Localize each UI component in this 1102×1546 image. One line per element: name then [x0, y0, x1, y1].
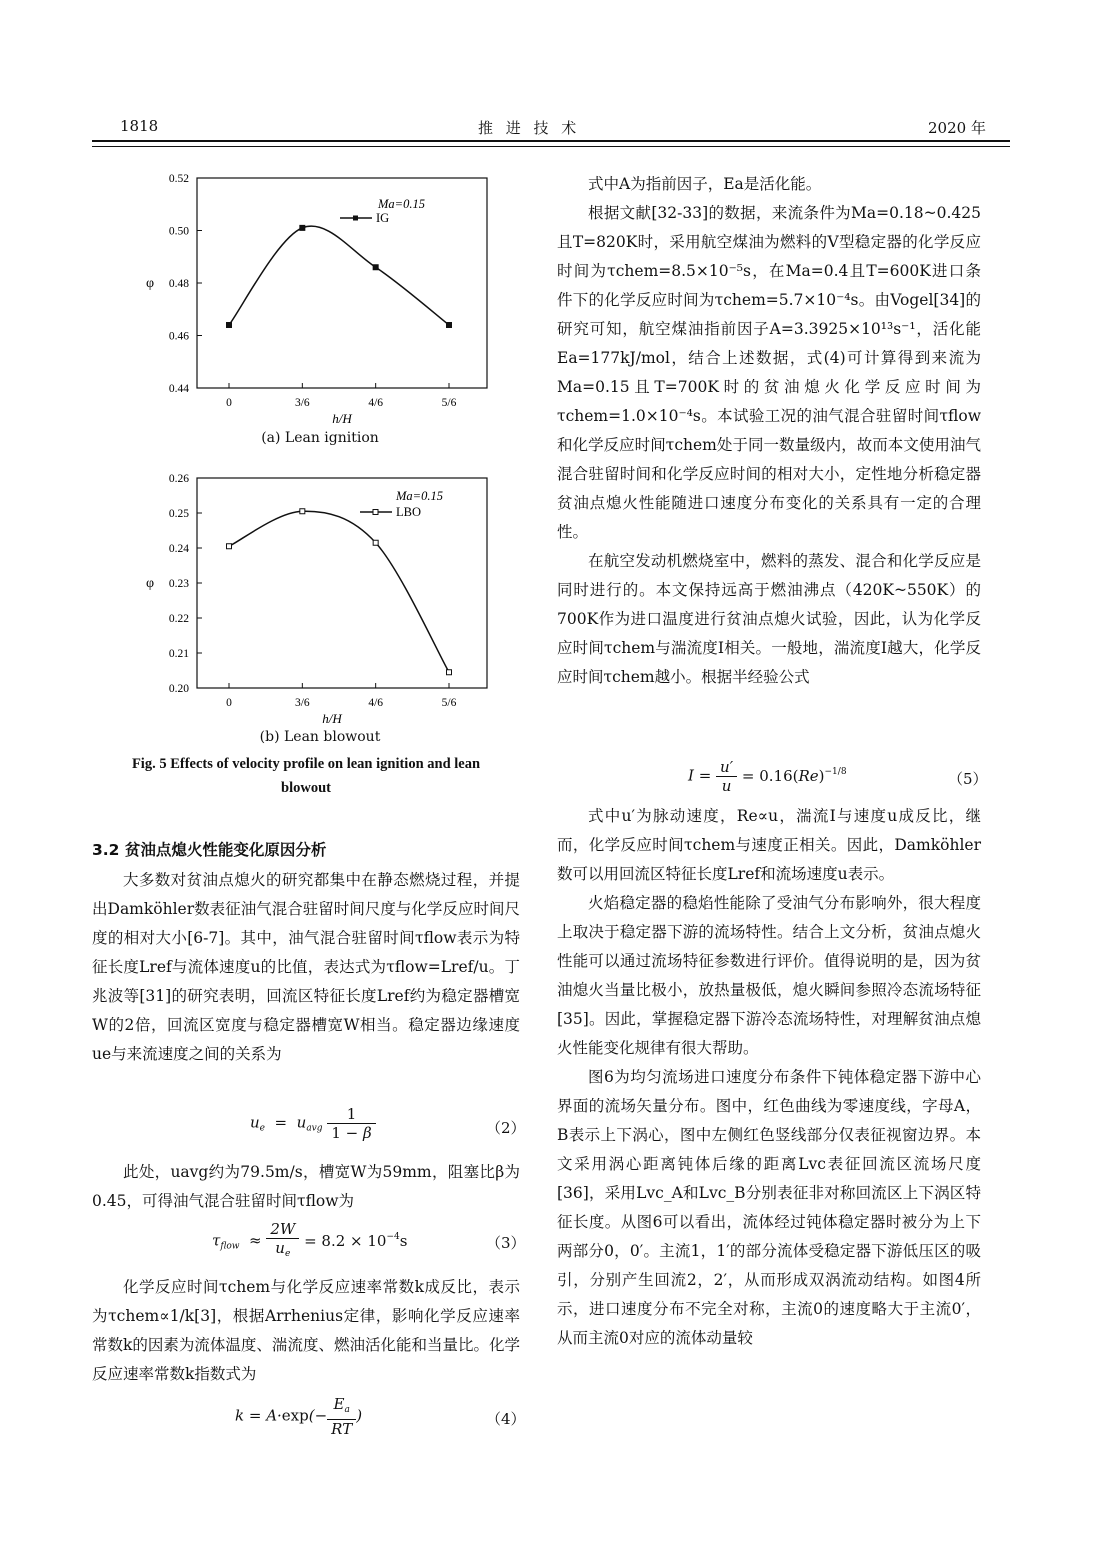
x-tick-label: 3/6: [294, 397, 310, 409]
figure-caption-line1: Fig. 5 Effects of velocity profile on lean ignition and lean: [131, 756, 481, 772]
year: 2020 年: [928, 119, 986, 137]
chart-b-points: [227, 509, 452, 675]
figure-caption: [92, 752, 520, 800]
x-tick-label: 0: [226, 697, 232, 709]
right-para-4: 式中u′为脉动速度，Re∝u，湍流I与速度u成反比，继而，化学反应时间τchem与速度正相关。因此，Damköhler数可以用回流区特征长度Lref和流场速度u表示。: [557, 807, 981, 883]
x-tick-label: 5/6: [441, 697, 457, 709]
data-point: [300, 509, 305, 514]
chart-a-xlabel: h/H: [332, 411, 352, 426]
equation-5-number: （5）: [948, 770, 988, 788]
chart-b-frame: [197, 478, 487, 688]
chart-b-legend-title: Ma=0.15: [396, 489, 443, 503]
chart-a-caption: (a) Lean ignition: [261, 430, 379, 446]
chart-a-legend-label: IG: [376, 211, 390, 225]
right-para-3: 在航空发动机燃烧室中，燃料的蒸发、混合和化学反应是同时进行的。本文保持远高于燃油沸点（420K~550K）的700K作为进口温度进行贫油点熄火试验，因此，认为化学反应时间τchem与湍流度I相关。一般地，湍流度I越大，化学反应时间τchem越小。根据半经验公式: [557, 552, 981, 686]
data-point: [227, 544, 232, 549]
chart-b-ylabel: φ: [145, 576, 155, 591]
page-number: 1818: [120, 117, 159, 135]
y-tick-label: 0.22: [168, 613, 189, 625]
data-point: [227, 323, 232, 328]
right-para-6: 图6为均匀流场进口速度分布条件下钝体稳定器下游中心界面的流场矢量分布。图中，红色曲线为零速度线，字母A，B表示上下涡心，图中左侧红色竖线部分仅表征视窗边界。本文采用涡心距离钝体后缘的距离Lvc表征回流区流场尺度[36]，采用Lvc_A和Lvc_B分别表征非对称回流区上下涡区特征长度。从图6可以看出，流体经过钝体稳定器时被分为上下两部分0，0′。主流1，1′的部分流体受稳定器下游低压区的吸引，分别产生回流2，2′，从而形成双涡流动结构。如图4所示，进口速度分布不完全对称，主流0的速度略大于主流0′，从而主流0对应的流体动量较: [557, 1068, 981, 1347]
right-para-1: 式中A为指前因子，Ea是活化能。: [588, 175, 822, 193]
y-tick-label: 0.20: [168, 683, 189, 695]
y-tick-label: 0.26: [168, 473, 189, 485]
y-tick-label: 0.44: [168, 383, 189, 395]
left-para-2-text: 此处，uavg约为79.5m/s，槽宽W为59mm，阻塞比β为0.45，可得油气混合驻留时间τflow为: [92, 1163, 520, 1210]
equation-3-number: （3）: [486, 1234, 526, 1252]
y-tick-label: 0.25: [168, 508, 189, 520]
y-tick-label: 0.21: [168, 648, 189, 660]
equation-2-number: （2）: [486, 1119, 526, 1137]
data-point: [447, 323, 452, 328]
header-rule-thin: [92, 146, 1010, 147]
data-point: [300, 225, 305, 230]
right-para-5: 火焰稳定器的稳焰性能除了受油气分布影响外，很大程度上取决于稳定器下游的流场特性。结合上文分析，贫油点熄火性能可以通过流场特征参数进行评价。值得说明的是，因为贫油熄火当量比极小，放热量极低，熄火瞬间参照冷态流场特征[35]。因此，掌握稳定器下游冷态流场特性，对理解贫油点熄火性能变化规律有很大帮助。: [557, 894, 981, 1057]
data-point: [373, 540, 378, 545]
left-para-1-text: 大多数对贫油点熄火的研究都集中在静态燃烧过程，并提出Damköhler数表征油气混合驻留时间尺度与化学反应时间尺度的相对大小[6-7]。其中，油气混合驻留时间τflow表示为特征长度Lref与流体速度u的比值，表达式为τflow=Lref/u。丁兆波等[31]的研究表明，回流区特征长度Lref约为稳定器槽宽W的2倍，回流区宽度与稳定器槽宽W相当。稳定器边缘速度ue与来流速度之间的关系为: [92, 871, 520, 1063]
chart-b-series-line: [229, 511, 449, 672]
equation-2: $u_e = u_{avg}$ $\frac{1}{1 - \beta}$: [250, 1105, 376, 1142]
chart-b-x-ticks: [226, 683, 456, 709]
chart-a-legend-title: Ma=0.15: [378, 197, 425, 211]
chart-b-legend-label: LBO: [396, 505, 421, 519]
x-tick-label: 5/6: [441, 397, 457, 409]
figure-caption-line2: blowout: [281, 780, 331, 796]
chart-b-legend-marker: [373, 510, 378, 515]
equation-5: I = $\frac{u'}{u}$ = $0.16(Re)^{-1/8}$: [688, 758, 847, 795]
chart-b-xlabel: h/H: [322, 711, 342, 726]
left-para-3: [92, 1273, 520, 1389]
x-tick-label: 4/6: [368, 397, 384, 409]
section-title: 3.2 贫油点熄火性能变化原因分析: [92, 841, 327, 859]
chart-a-series-line: [229, 226, 449, 325]
equation-4: k = A·exp(− $\frac{E_a}{RT}$ ): [235, 1395, 363, 1438]
y-tick-label: 0.48: [168, 278, 189, 290]
left-para-1: [92, 866, 520, 1069]
chart-a-frame: [197, 178, 487, 388]
chart-b: [110, 470, 530, 760]
left-para-3-text: 化学反应时间τchem与化学反应速率常数k成反比，表示为τchem∝1/k[3]，根据Arrhenius定律，影响化学反应速率常数k的因素为流体温度、湍流度、燃油活化能和当量比。化学反应速率常数k指数式为: [92, 1278, 520, 1383]
right-column-bottom: [557, 802, 981, 1353]
x-tick-label: 0: [226, 397, 232, 409]
chart-a-x-ticks: [226, 383, 456, 409]
y-tick-label: 0.50: [168, 225, 189, 238]
y-tick-label: 0.52: [168, 173, 189, 185]
equation-3: $\tau_{flow}$ ≈ $\frac{2W}{u_e}$ = $8.2 \times 10^{-4}s$: [212, 1220, 408, 1259]
y-tick-label: 0.46: [168, 330, 189, 343]
chart-a-legend-marker: [353, 216, 358, 221]
x-tick-label: 3/6: [294, 697, 310, 709]
x-tick-label: 4/6: [368, 697, 384, 709]
chart-a: [110, 170, 530, 460]
data-point: [447, 670, 452, 675]
data-point: [373, 265, 378, 270]
left-para-2: [92, 1158, 520, 1216]
y-tick-label: 0.24: [168, 543, 189, 555]
equation-4-number: （4）: [486, 1410, 526, 1428]
chart-b-caption: (b) Lean blowout: [259, 729, 381, 745]
chart-a-ylabel: φ: [145, 276, 155, 291]
journal-name: 推 进 技 术: [478, 119, 581, 137]
header-rule: [92, 140, 1010, 142]
right-para-2: 根据文献[32-33]的数据，来流条件为Ma=0.18~0.425且T=820K时，采用航空煤油为燃料的V型稳定器的化学反应时间为τchem=8.5×10⁻⁵s，在Ma=0.4且T=600K进口条件下的化学反应时间为τchem=5.7×10⁻⁴s。由Vogel[34]的研究可知，航空煤油指前因子A=3.3925×10¹³s⁻¹，活化能Ea=177kJ/mol，结合上述数据，式(4)可计算得到来流为Ma=0.15且T=700K时的贫油熄火化学反应时间为τchem=1.0×10⁻⁴s。本试验工况的油气混合驻留时间τflow和化学反应时间τchem处于同一数量级内，故而本文使用油气混合驻留时间和化学反应时间的相对大小，定性地分析稳定器贫油点熄火性能随进口速度分布变化的关系具有一定的合理性。: [557, 204, 981, 541]
y-tick-label: 0.23: [168, 578, 189, 590]
right-column-top: [557, 170, 981, 692]
